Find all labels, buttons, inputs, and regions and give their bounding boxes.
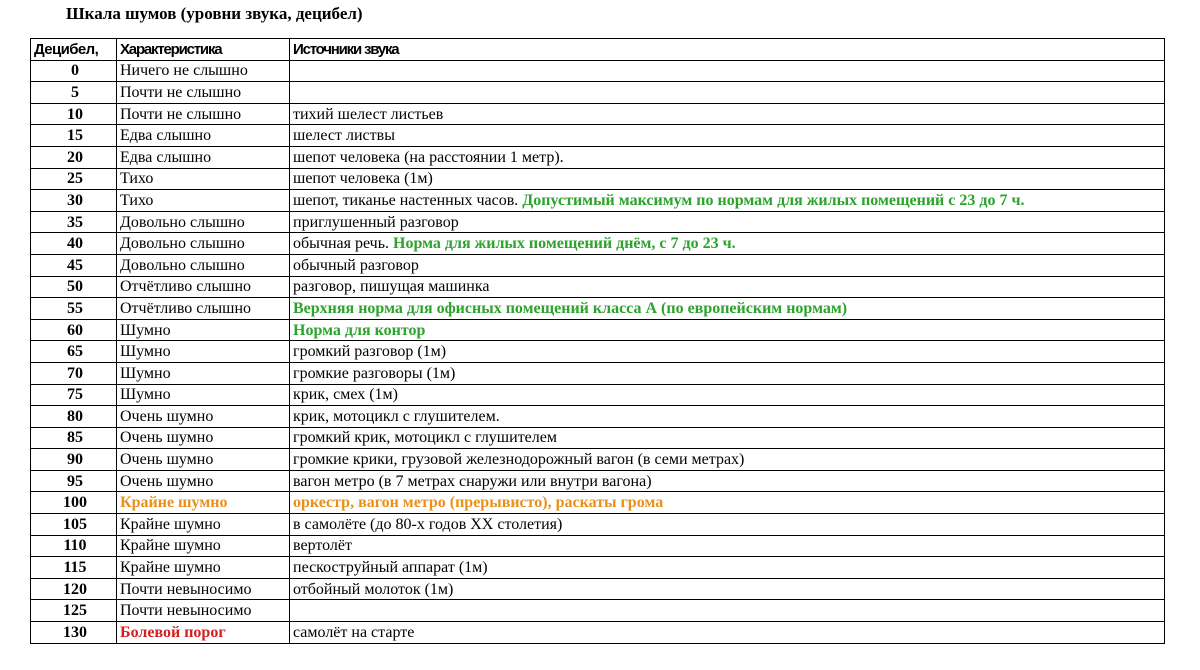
table-row [31,514,1165,536]
characteristic-text: Болевой порог [120,623,226,641]
table-row [31,298,1165,320]
sources-cell [290,233,1165,255]
decibel-cell: 130 [31,622,117,644]
characteristic-cell [117,319,290,341]
characteristic-cell [117,146,290,168]
characteristic-cell [117,578,290,600]
characteristic-cell [117,341,290,363]
decibel-cell: 10 [31,103,117,125]
sources-cell [290,362,1165,384]
characteristic-cell [117,276,290,298]
sources-cell [290,211,1165,233]
header-decibel: Децибел, [31,39,117,61]
sources-cell [290,319,1165,341]
sources-cell [290,514,1165,536]
table-row [31,470,1165,492]
table-row [31,254,1165,276]
characteristic-text: Тихо [120,191,154,209]
decibel-cell: 60 [31,319,117,341]
sources-cell [290,470,1165,492]
norm-note: Допустимый максимум по нормам для жилых помещений с 23 до 7 ч. [522,191,1025,209]
sources-cell [290,384,1165,406]
characteristic-cell [117,362,290,384]
source-text: шепот, тиканье настенных часов. [293,191,519,209]
decibel-cell: 30 [31,190,117,212]
source-text: вертолёт [293,537,352,555]
sources-cell [290,578,1165,600]
characteristic-cell [117,535,290,557]
decibel-cell: 40 [31,233,117,255]
characteristic-cell [117,427,290,449]
table-row [31,384,1165,406]
source-text: крик, мотоцикл с глушителем. [293,407,500,425]
decibel-cell: 70 [31,362,117,384]
characteristic-cell [117,254,290,276]
norm-note: Норма для жилых помещений днём, с 7 до 23 ч. [393,235,736,253]
sources-cell [290,341,1165,363]
source-text: громкие крики, грузовой железнодорожный вагон (в семи метрах) [293,451,745,469]
decibel-cell: 120 [31,578,117,600]
characteristic-text: Почти невыносимо [120,602,252,620]
characteristic-cell [117,600,290,622]
decibel-cell: 115 [31,557,117,579]
sources-cell [290,276,1165,298]
characteristic-cell [117,470,290,492]
table-row [31,362,1165,384]
characteristic-text: Крайне шумно [120,537,221,555]
characteristic-cell [117,298,290,320]
characteristic-text: Шумно [120,321,171,339]
sources-cell [290,492,1165,514]
table-row [31,190,1165,212]
source-text: шелест листвы [293,127,395,145]
table-row [31,557,1165,579]
decibel-cell: 5 [31,82,117,104]
header-sources: Источники звука [290,39,1165,61]
table-row [31,125,1165,147]
characteristic-cell [117,211,290,233]
source-text: отбойный молоток (1м) [293,580,454,598]
decibel-cell: 55 [31,298,117,320]
table-header-row [31,39,1165,61]
decibel-cell: 20 [31,146,117,168]
source-text: оркестр, вагон метро (прерывисто), раскаты грома [293,494,664,512]
sources-cell [290,406,1165,428]
sources-cell [290,125,1165,147]
decibel-cell: 25 [31,168,117,190]
characteristic-text: Отчётливо слышно [120,278,251,296]
source-text: крик, смех (1м) [293,386,399,404]
source-text: самолёт на старте [293,623,415,641]
source-text: в самолёте (до 80-х годов XX столетия) [293,515,563,533]
characteristic-text: Очень шумно [120,451,214,469]
table-row [31,492,1165,514]
characteristic-cell [117,125,290,147]
characteristic-cell [117,60,290,82]
sources-cell [290,82,1165,104]
characteristic-cell [117,492,290,514]
sources-cell [290,168,1165,190]
characteristic-cell [117,190,290,212]
decibel-cell: 85 [31,427,117,449]
sources-cell [290,427,1165,449]
decibel-cell: 65 [31,341,117,363]
header-characteristic: Характеристика [117,39,290,61]
characteristic-cell [117,103,290,125]
table-row [31,600,1165,622]
source-text: громкий крик, мотоцикл с глушителем [293,429,557,447]
decibel-cell: 35 [31,211,117,233]
source-text: шепот человека (на расстоянии 1 метр). [293,148,564,166]
table-row [31,82,1165,104]
sources-cell [290,557,1165,579]
decibel-cell: 100 [31,492,117,514]
decibel-cell: 105 [31,514,117,536]
sources-cell [290,622,1165,644]
source-text: вагон метро (в 7 метрах снаружи или внутри вагона) [293,472,652,490]
characteristic-text: Тихо [120,170,154,188]
characteristic-cell [117,514,290,536]
table-row [31,103,1165,125]
source-text: пескоструйный аппарат (1м) [293,559,488,577]
table-row [31,341,1165,363]
decibel-cell: 75 [31,384,117,406]
characteristic-cell [117,233,290,255]
characteristic-text: Шумно [120,364,171,382]
decibel-cell: 0 [31,60,117,82]
source-text: разговор, пишущая машинка [293,278,490,296]
sources-cell [290,254,1165,276]
norm-note: Верхняя норма для офисных помещений класса А (по европейским нормам) [293,299,848,317]
table-row [31,211,1165,233]
decibel-cell: 45 [31,254,117,276]
page-title: Шкала шумов (уровни звука, децибел) [66,4,363,23]
characteristic-cell [117,82,290,104]
source-text: громкий разговор (1м) [293,343,447,361]
table-row [31,427,1165,449]
decibel-cell: 15 [31,125,117,147]
source-text: громкие разговоры (1м) [293,364,456,382]
source-text: приглушенный разговор [293,213,459,231]
sources-cell [290,103,1165,125]
characteristic-text: Шумно [120,386,171,404]
characteristic-text: Крайне шумно [120,494,228,512]
characteristic-cell [117,622,290,644]
table-row [31,319,1165,341]
table-body [31,60,1165,643]
table-row [31,276,1165,298]
table-row [31,578,1165,600]
source-text: обычная речь. [293,235,390,253]
decibel-cell: 95 [31,470,117,492]
decibel-cell: 50 [31,276,117,298]
characteristic-cell [117,557,290,579]
characteristic-cell [117,449,290,471]
characteristic-text: Отчётливо слышно [120,299,251,317]
sources-cell [290,449,1165,471]
table-row [31,233,1165,255]
decibel-cell: 125 [31,600,117,622]
characteristic-cell [117,168,290,190]
sources-cell [290,146,1165,168]
characteristic-text: Довольно слышно [120,256,245,274]
sources-cell [290,535,1165,557]
table-row [31,535,1165,557]
table-row [31,60,1165,82]
table-row [31,406,1165,428]
characteristic-text: Почти не слышно [120,105,242,123]
sources-cell [290,190,1165,212]
characteristic-text: Едва слышно [120,148,212,166]
characteristic-cell [117,384,290,406]
norm-note: Норма для контор [293,321,426,339]
characteristic-text: Очень шумно [120,429,214,447]
characteristic-text: Очень шумно [120,472,214,490]
characteristic-text: Почти невыносимо [120,580,252,598]
characteristic-text: Очень шумно [120,407,214,425]
characteristic-text: Довольно слышно [120,235,245,253]
characteristic-text: Крайне шумно [120,559,221,577]
characteristic-cell [117,406,290,428]
source-text: обычный разговор [293,256,419,274]
characteristic-text: Крайне шумно [120,515,221,533]
sources-cell [290,298,1165,320]
source-text: тихий шелест листьев [293,105,444,123]
sources-cell [290,600,1165,622]
decibel-cell: 90 [31,449,117,471]
characteristic-text: Почти не слышно [120,83,242,101]
characteristic-text: Ничего не слышно [120,62,248,80]
characteristic-text: Шумно [120,343,171,361]
decibel-cell: 80 [31,406,117,428]
table-row [31,449,1165,471]
noise-scale-table [30,38,1165,644]
source-text: шепот человека (1м) [293,170,433,188]
table-row [31,168,1165,190]
table-row [31,622,1165,644]
sources-cell [290,60,1165,82]
characteristic-text: Довольно слышно [120,213,245,231]
table-row [31,146,1165,168]
decibel-cell: 110 [31,535,117,557]
characteristic-text: Едва слышно [120,127,212,145]
